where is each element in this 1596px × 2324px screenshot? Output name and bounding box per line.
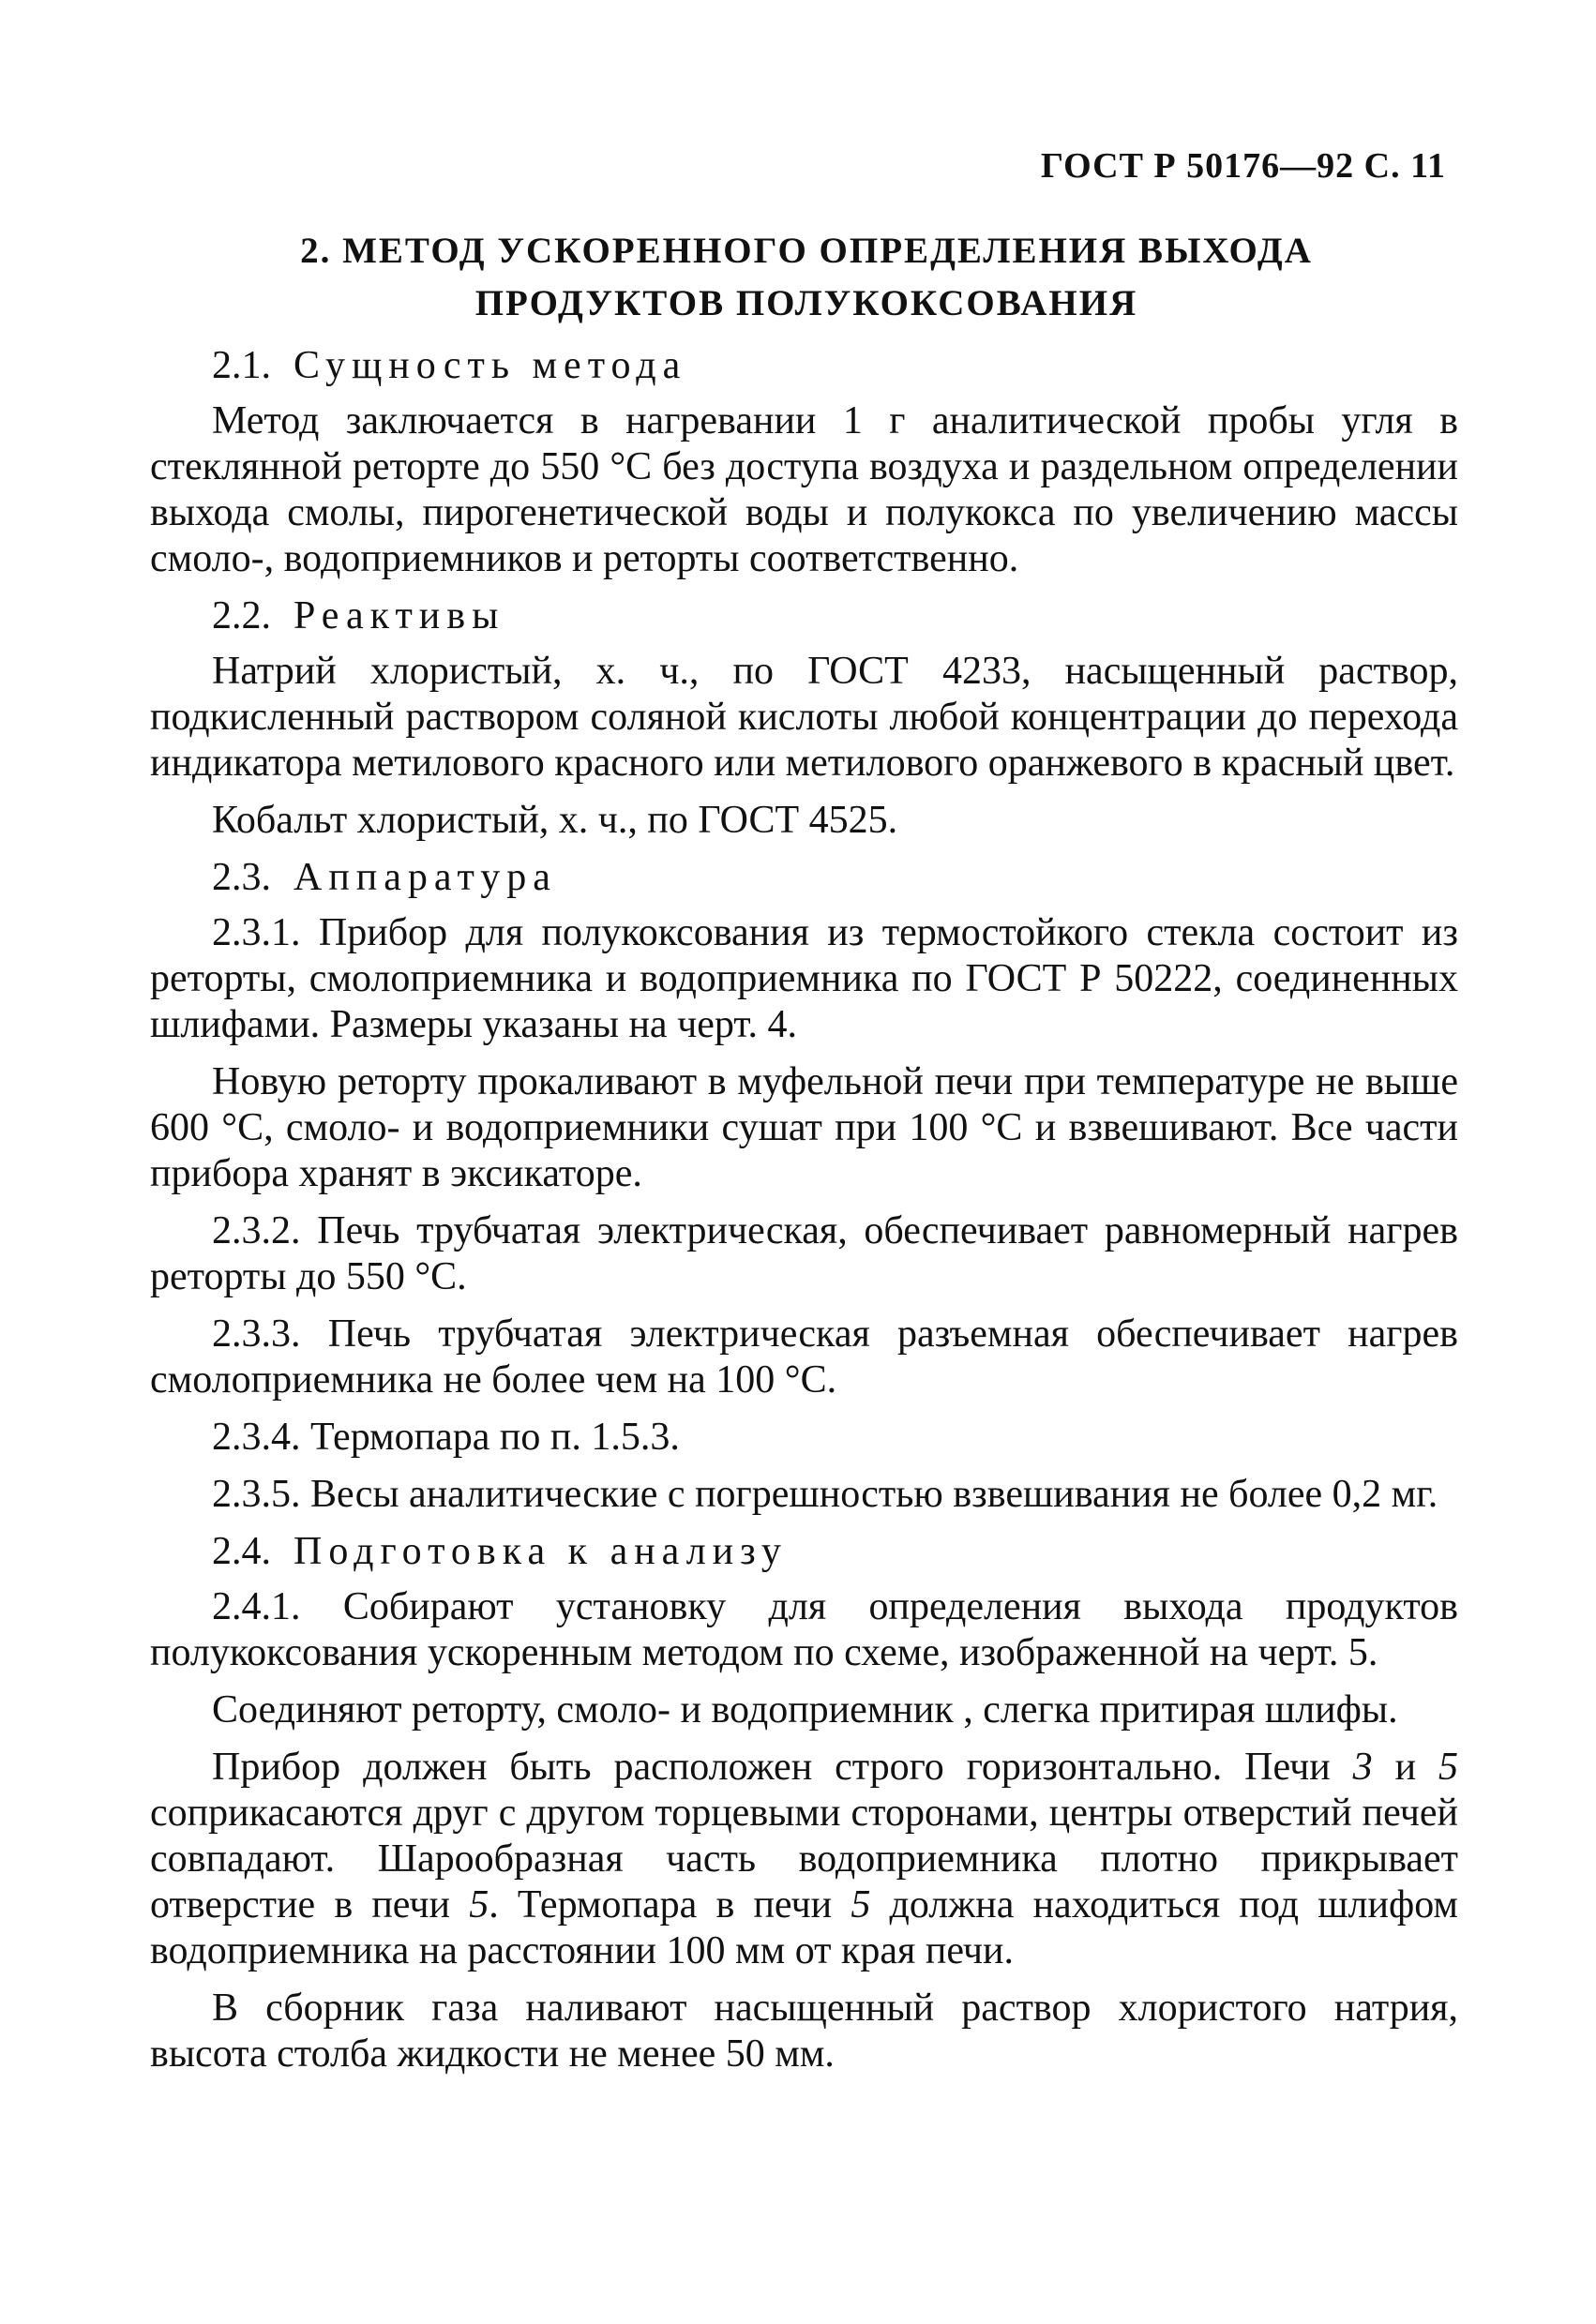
furnace-number: 5 [851,1883,871,1927]
paragraph-2-4-1-a: 2.4.1. Собирают установку для определения выхода продуктов полукоксования ускоренным методом по схеме, изображенной на черт. 5. [150,1585,1458,1674]
paragraph-2-2-b: Кобальт хлористый, х. ч., по ГОСТ 4525. [212,799,898,842]
furnace-number: 3 [1352,1746,1373,1789]
furnace-number: 5 [469,1883,489,1927]
paragraph-2-3-5: 2.3.5. Весы аналитические с погрешностью взвешивания не более 0,2 мг. [212,1473,1438,1516]
paragraph-2-4-1-c: Прибор должен быть расположен строго горизонтально. Печи 3 и 5 соприкасаются друг с другом торцевыми сторонами, центры отверстий печей совпадают. Шарообразная часть водоприемника плотно прикрывает отверстие в печи 5. Термопара в печи 5 должна находиться под шлифом водоприемника на расстоянии 100 мм от края печи. [150,1746,1458,1972]
paragraph-2-3-4: 2.3.4. Термопара по п. 1.5.3. [212,1416,680,1459]
paragraph-2-1: Метод заключается в нагревании 1 г аналитической пробы угля в стеклянной реторте до 550 °С без доступа воздуха и раздельном определении выхода смолы, пирогенетической воды и полукокса по увеличению массы смоло-, водоприемников и реторты соответственно. [150,399,1458,580]
running-head: ГОСТ Р 50176—92 С. 11 [1040,146,1446,186]
paragraph-2-2-a: Натрий хлористый, х. ч., по ГОСТ 4233, насыщенный раствор, подкисленный раствором соляной кислоты любой концентрации до перехода индикатора метилового красного или метилового оранжевого в красный цвет. [150,650,1458,785]
subsection-heading-2-2: 2.2. Реактивы [212,594,505,637]
subsection-heading-2-1: 2.1. Сущность метода [212,344,687,387]
paragraph-2-4-1-d: В сборник газа наливают насыщенный раствор хлористого натрия, высота столба жидкости не менее 50 мм. [150,1987,1458,2076]
paragraph-2-4-1-b: Соединяют реторту, смоло- и водоприемник , слегка притирая шлифы. [212,1688,1398,1732]
section-title-line-2: ПРОДУКТОВ ПОЛУКОКСОВАНИЯ [474,283,1138,323]
paragraph-2-3-3: 2.3.3. Печь трубчатая электрическая разъемная обеспечивает нагрев смолоприемника не более чем на 100 °С. [150,1312,1458,1402]
section-title [169,225,1444,330]
subsection-heading-2-4: 2.4. Подготовка к анализу [212,1530,788,1573]
paragraph-2-3-2: 2.3.2. Печь трубчатая электрическая, обеспечивает равномерный нагрев реторты до 550 °С. [150,1209,1458,1298]
furnace-number: 5 [1438,1746,1458,1789]
document-body [150,339,1458,2089]
paragraph-2-3-1-b: Новую реторту прокаливают в муфельной печи при температуре не выше 600 °С, смоло- и водоприемники сушат при 100 °С и взвешивают. Все части прибора хранят в эксикаторе. [150,1060,1458,1195]
subsection-heading-2-3: 2.3. Аппаратура [212,856,557,899]
paragraph-2-3-1-a: 2.3.1. Прибор для полукоксования из термостойкого стекла состоит из реторты, смолоприемника и водоприемника по ГОСТ Р 50222, соединенных шлифами. Размеры указаны на черт. 4. [150,911,1458,1046]
section-title-line-1: 2. МЕТОД УСКОРЕННОГО ОПРЕДЕЛЕНИЯ ВЫХОДА [300,231,1313,271]
